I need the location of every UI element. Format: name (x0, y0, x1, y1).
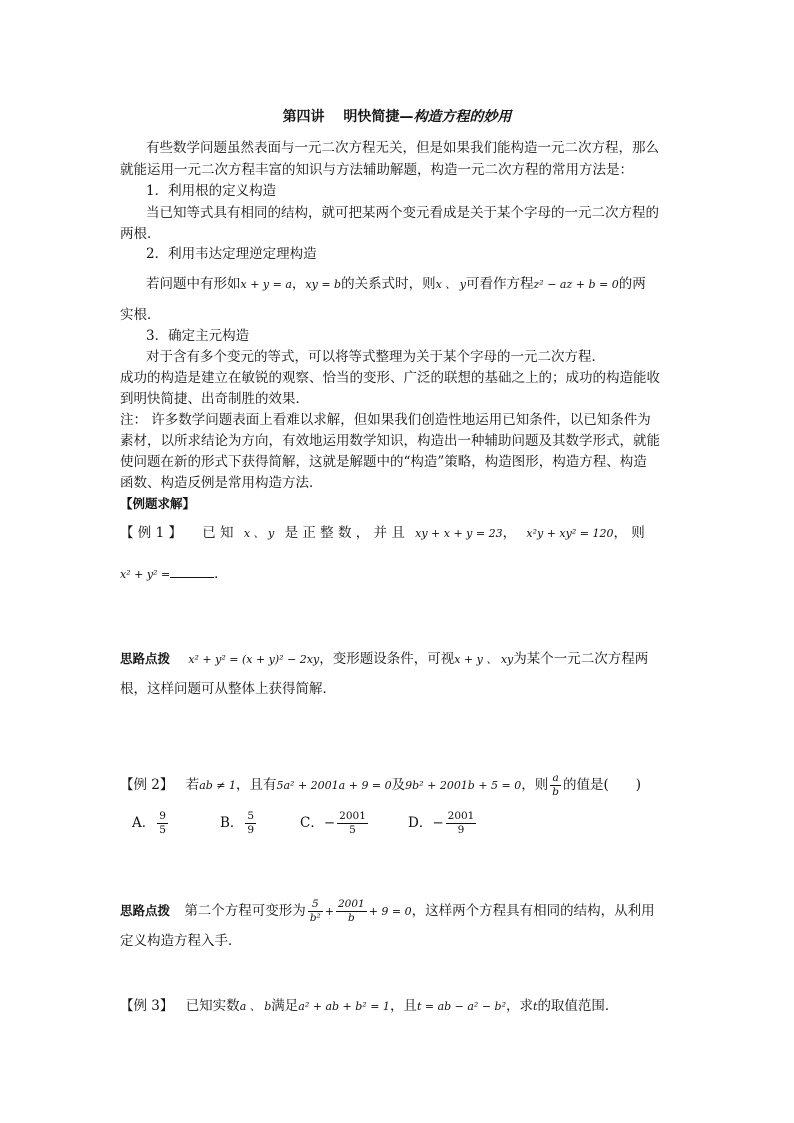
hint1-line-1 (120, 649, 648, 670)
method2-text: 若问题中有形如 (146, 276, 241, 292)
method2-text: 的关系式时，则 (341, 276, 436, 292)
method2-heading: 2．利用韦达定理逆定理构造 (146, 246, 317, 262)
example3-text: 满足 (271, 998, 299, 1014)
option-a[interactable] (132, 810, 170, 837)
fraction-numerator: 2001 (339, 810, 366, 822)
option-c[interactable] (300, 810, 370, 837)
example1-vars: x 、 y (243, 527, 275, 540)
example2-fraction (550, 772, 561, 799)
title-main: 第四讲 明快简捷— (282, 109, 414, 125)
option-sign: − (432, 815, 444, 831)
hint1-text: 为某个一元二次方程两 (513, 651, 649, 667)
example1-label: 【 例 1 】 (120, 525, 182, 541)
method2-vars: x 、 y (435, 278, 466, 291)
hint2-text: ，这样两个方程具有相同的结构，从利用 (411, 903, 655, 919)
fraction-numerator: 2001 (447, 810, 475, 822)
hint1-label: 思路点拨 (120, 651, 171, 666)
page-title (0, 106, 794, 126)
example3-eq-1: a² + ab + b² = 1 (298, 1000, 390, 1013)
hint2-line-2: 定义构造方程入手． (120, 933, 242, 949)
section-heading: 【例题求解】 (120, 496, 196, 511)
example2-eq-1: 5a² + 2001a + 9 = 0 (276, 779, 392, 792)
example2-label: 【例 2】 (120, 777, 174, 793)
option-fraction (446, 810, 477, 837)
fraction-denominator: 9 (457, 824, 465, 836)
example3-text: ，且 (389, 998, 417, 1014)
example1-eq-2: x²y + xy² = 120 (526, 527, 614, 540)
fraction-numerator: 9 (159, 810, 166, 822)
example1-line-1 (120, 523, 645, 544)
fraction-denominator: 9 (247, 824, 255, 836)
method2-text: ， (291, 276, 306, 292)
option-fraction (245, 810, 256, 837)
method3-line-2: 成功的构造是建立在敏锐的观察、恰当的变形、广泛的联想的基础之上的；成功的构造能收 (120, 370, 660, 386)
example1-eq-question: x² + y² = (120, 568, 171, 581)
option-b[interactable] (220, 810, 258, 837)
example3-text: 的取值范围． (537, 998, 619, 1014)
example1-text: ， (502, 525, 517, 541)
example1-text: ． (214, 566, 228, 582)
example2-text: ，则 (521, 777, 549, 793)
example1-eq-1: xy + x + y = 23 (415, 527, 503, 540)
hint2-label: 思路点拨 (120, 903, 171, 918)
hint1-vars: x + y 、 xy (454, 653, 514, 666)
method2-eq-product: xy = b (305, 278, 342, 291)
fraction-denominator: b² (309, 912, 321, 924)
example1-text: 是 正 整 数 ， 并 且 (284, 525, 405, 541)
method2-line-2: 实根． (120, 307, 161, 323)
fraction-denominator: 5 (159, 824, 166, 836)
method1-line-2: 两根． (120, 226, 161, 242)
method2-text: 可看作方程 (466, 276, 534, 292)
hint1-text: ，变形题设条件，可视 (319, 651, 455, 667)
method2-eq-sum: x + y = a (240, 278, 292, 291)
note-line-3: 使问题在新的形式下获得简解，这就是解题中的“构造”策略，构造图形，构造方程、构造 (120, 454, 647, 470)
example2-line-1 (120, 772, 641, 799)
example3-text: ，求 (506, 998, 534, 1014)
method2-eq-quadratic: z² − az + b = 0 (533, 278, 619, 291)
fraction-denominator: 5 (349, 824, 356, 836)
option-letter: D． (408, 815, 433, 831)
fraction-numerator: a (550, 772, 561, 786)
fraction-denominator: b (552, 786, 560, 798)
title-subtitle: 构造方程的妙用 (413, 109, 512, 125)
example1-text: 已 知 (202, 525, 234, 541)
example3-vars: a 、 b (239, 1000, 272, 1013)
example1-line-2 (120, 564, 228, 585)
example3-text: 已知实数 (185, 998, 240, 1014)
example2-text: 若 (185, 777, 200, 793)
option-letter: B． (220, 815, 244, 831)
hint2-text: 第二个方程可变形为 (184, 903, 306, 919)
intro-line-1: 有些数学问题虽然表面与一元二次方程无关，但是如果我们能构造一元二次方程，那么 (146, 140, 659, 156)
example1-text: ， 则 (613, 525, 645, 541)
method1-line-1: 当已知等式具有相同的结构，就可把某两个变元看成是关于某个字母的一元二次方程的 (146, 205, 659, 221)
example2-text: ，且有 (236, 777, 277, 793)
method1-heading: 1．利用根的定义构造 (146, 183, 277, 199)
option-letter: C． (300, 815, 324, 831)
option-sign: − (323, 815, 336, 831)
example3-label: 【例 3】 (120, 998, 174, 1014)
fraction-denominator: b (347, 912, 355, 924)
answer-blank[interactable] (170, 565, 214, 578)
example3-eq-2: t = ab − a² − b² (416, 1000, 507, 1013)
hint2-plus: + (324, 905, 334, 918)
method3-heading: 3．确定主元构造 (146, 328, 250, 344)
note-line-2: 素材，以所求结论为方向，有效地运用数学知识，构造出一种辅助问题及其数学形式，就能 (120, 433, 660, 449)
hint1-line-2: 根，这样问题可从整体上获得简解． (120, 681, 336, 697)
fraction-numerator: 2001 (337, 898, 365, 910)
option-d[interactable] (408, 810, 478, 837)
method2-text: 的两 (618, 276, 646, 292)
intro-line-2: 就能运用一元二次方程丰富的知识与方法辅助解题，构造一元二次方程的常用方法是： (120, 162, 633, 178)
hint2-fraction-2 (336, 898, 367, 925)
hint1-eq: x² + y² = (x + y)² − 2xy (188, 653, 320, 666)
example2-text: 的值是( ) (563, 777, 642, 793)
method3-line-3: 到明快简捷、出奇制胜的效果． (120, 391, 309, 407)
option-letter: A． (132, 815, 156, 831)
option-fraction (337, 810, 368, 837)
note-line-1: 注： 许多数学问题表面上看难以求解，但如果我们创造性地运用已知条件，以已知条件为 (120, 412, 651, 428)
hint2-eq-rest: + 9 = 0 (368, 905, 412, 918)
example3-var-t: t (533, 1000, 538, 1013)
example2-eq-2: 9b² + 2001b + 5 = 0 (405, 779, 522, 792)
example2-text: 及 (391, 777, 406, 793)
option-fraction (157, 810, 168, 837)
hint2-line-1 (120, 898, 655, 925)
method2-line-1 (146, 274, 646, 295)
example3-line-1 (120, 996, 618, 1017)
hint2-fraction-1 (308, 898, 323, 925)
example2-condition: ab ≠ 1 (199, 779, 236, 792)
fraction-numerator: 5 (308, 898, 323, 912)
method3-line-1: 对于含有多个变元的等式，可以将等式整理为关于某个字母的一元二次方程． (146, 349, 605, 365)
fraction-numerator: 5 (247, 810, 255, 822)
note-line-4: 函数、构造反例是常用构造方法． (120, 475, 323, 491)
